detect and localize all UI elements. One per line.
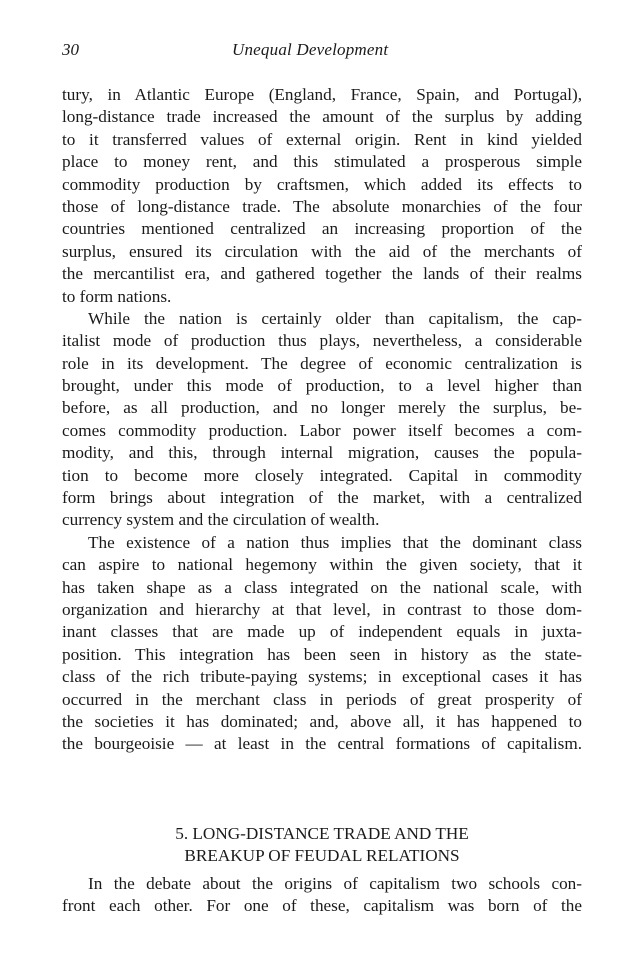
book-title: Unequal Development	[232, 40, 389, 59]
text-line: brought, under this mode of production, to a level higher than	[62, 376, 582, 396]
section-heading-line: 5. LONG-DISTANCE TRADE AND THE	[175, 824, 469, 843]
text-line: form brings about integration of the market, with a centralized	[62, 488, 582, 508]
text-line: comes commodity production. Labor power itself becomes a com-	[62, 420, 582, 440]
paragraph	[62, 532, 582, 756]
text-line: the societies it has dominated; and, above all, it has happened to	[62, 711, 582, 731]
section-body-text	[62, 873, 582, 918]
text-line: commodity production by craftsmen, which added its effects to	[62, 174, 582, 194]
body-text	[62, 84, 582, 756]
text-line: tury, in Atlantic Europe (England, France, Spain, and Portugal),	[62, 85, 582, 104]
text-line: In the debate about the origins of capitalism two schools con-	[88, 874, 582, 893]
text-line: class of the rich tribute-paying systems; in exceptional cases it has	[62, 667, 582, 687]
text-line: tion to become more closely integrated. Capital in commodity	[62, 465, 582, 485]
text-line: organization and hierarchy at that level, in contrast to those dom-	[62, 599, 582, 619]
text-line: the mercantilist era, and gathered together the lands of their realms	[62, 264, 582, 284]
text-line: While the nation is certainly older than capitalism, the cap-	[88, 308, 582, 328]
text-line: place to money rent, and this stimulated a prosperous simple	[62, 152, 582, 172]
text-line: front each other. For one of these, capitalism was born of the	[62, 896, 582, 916]
text-line: italist mode of production thus plays, nevertheless, a considerable	[62, 331, 582, 351]
text-line: the bourgeoisie — at least in the central formations of capitalism.	[62, 734, 582, 754]
section-heading-line: BREAKUP OF FEUDAL RELATIONS	[184, 846, 460, 866]
text-line: can aspire to national hegemony within the given society, that it	[62, 555, 582, 575]
text-line: countries mentioned centralized an increasing proportion of the	[62, 219, 582, 239]
text-line: role in its development. The degree of economic centralization is	[62, 353, 582, 373]
section-heading	[62, 823, 582, 868]
text-line: long-distance trade increased the amount of the surplus by adding	[62, 107, 582, 127]
text-line: those of long-distance trade. The absolute monarchies of the four	[62, 196, 582, 216]
text-line: occurred in the merchant class in periods of great prosperity of	[62, 689, 582, 709]
text-line: to form nations.	[62, 286, 172, 306]
text-line: has taken shape as a class integrated on the national scale, with	[62, 577, 582, 597]
text-line: modity, and this, through internal migration, causes the popula-	[62, 443, 582, 463]
text-line: The existence of a nation thus implies that the dominant class	[88, 532, 582, 552]
text-line: currency system and the circulation of wealth.	[62, 510, 380, 530]
running-head	[62, 40, 580, 64]
text-line: surplus, ensured its circulation with the aid of the merchants of	[62, 241, 582, 261]
page-number: 30	[62, 40, 79, 59]
paragraph	[62, 84, 582, 308]
text-line: to it transferred values of external origin. Rent in kind yielded	[62, 129, 582, 149]
paragraph	[62, 308, 582, 532]
text-line: before, as all production, and no longer merely the surplus, be-	[62, 398, 582, 418]
text-line: position. This integration has been seen in history as the state-	[62, 644, 582, 664]
text-line: inant classes that are made up of independent equals in juxta-	[62, 622, 582, 642]
